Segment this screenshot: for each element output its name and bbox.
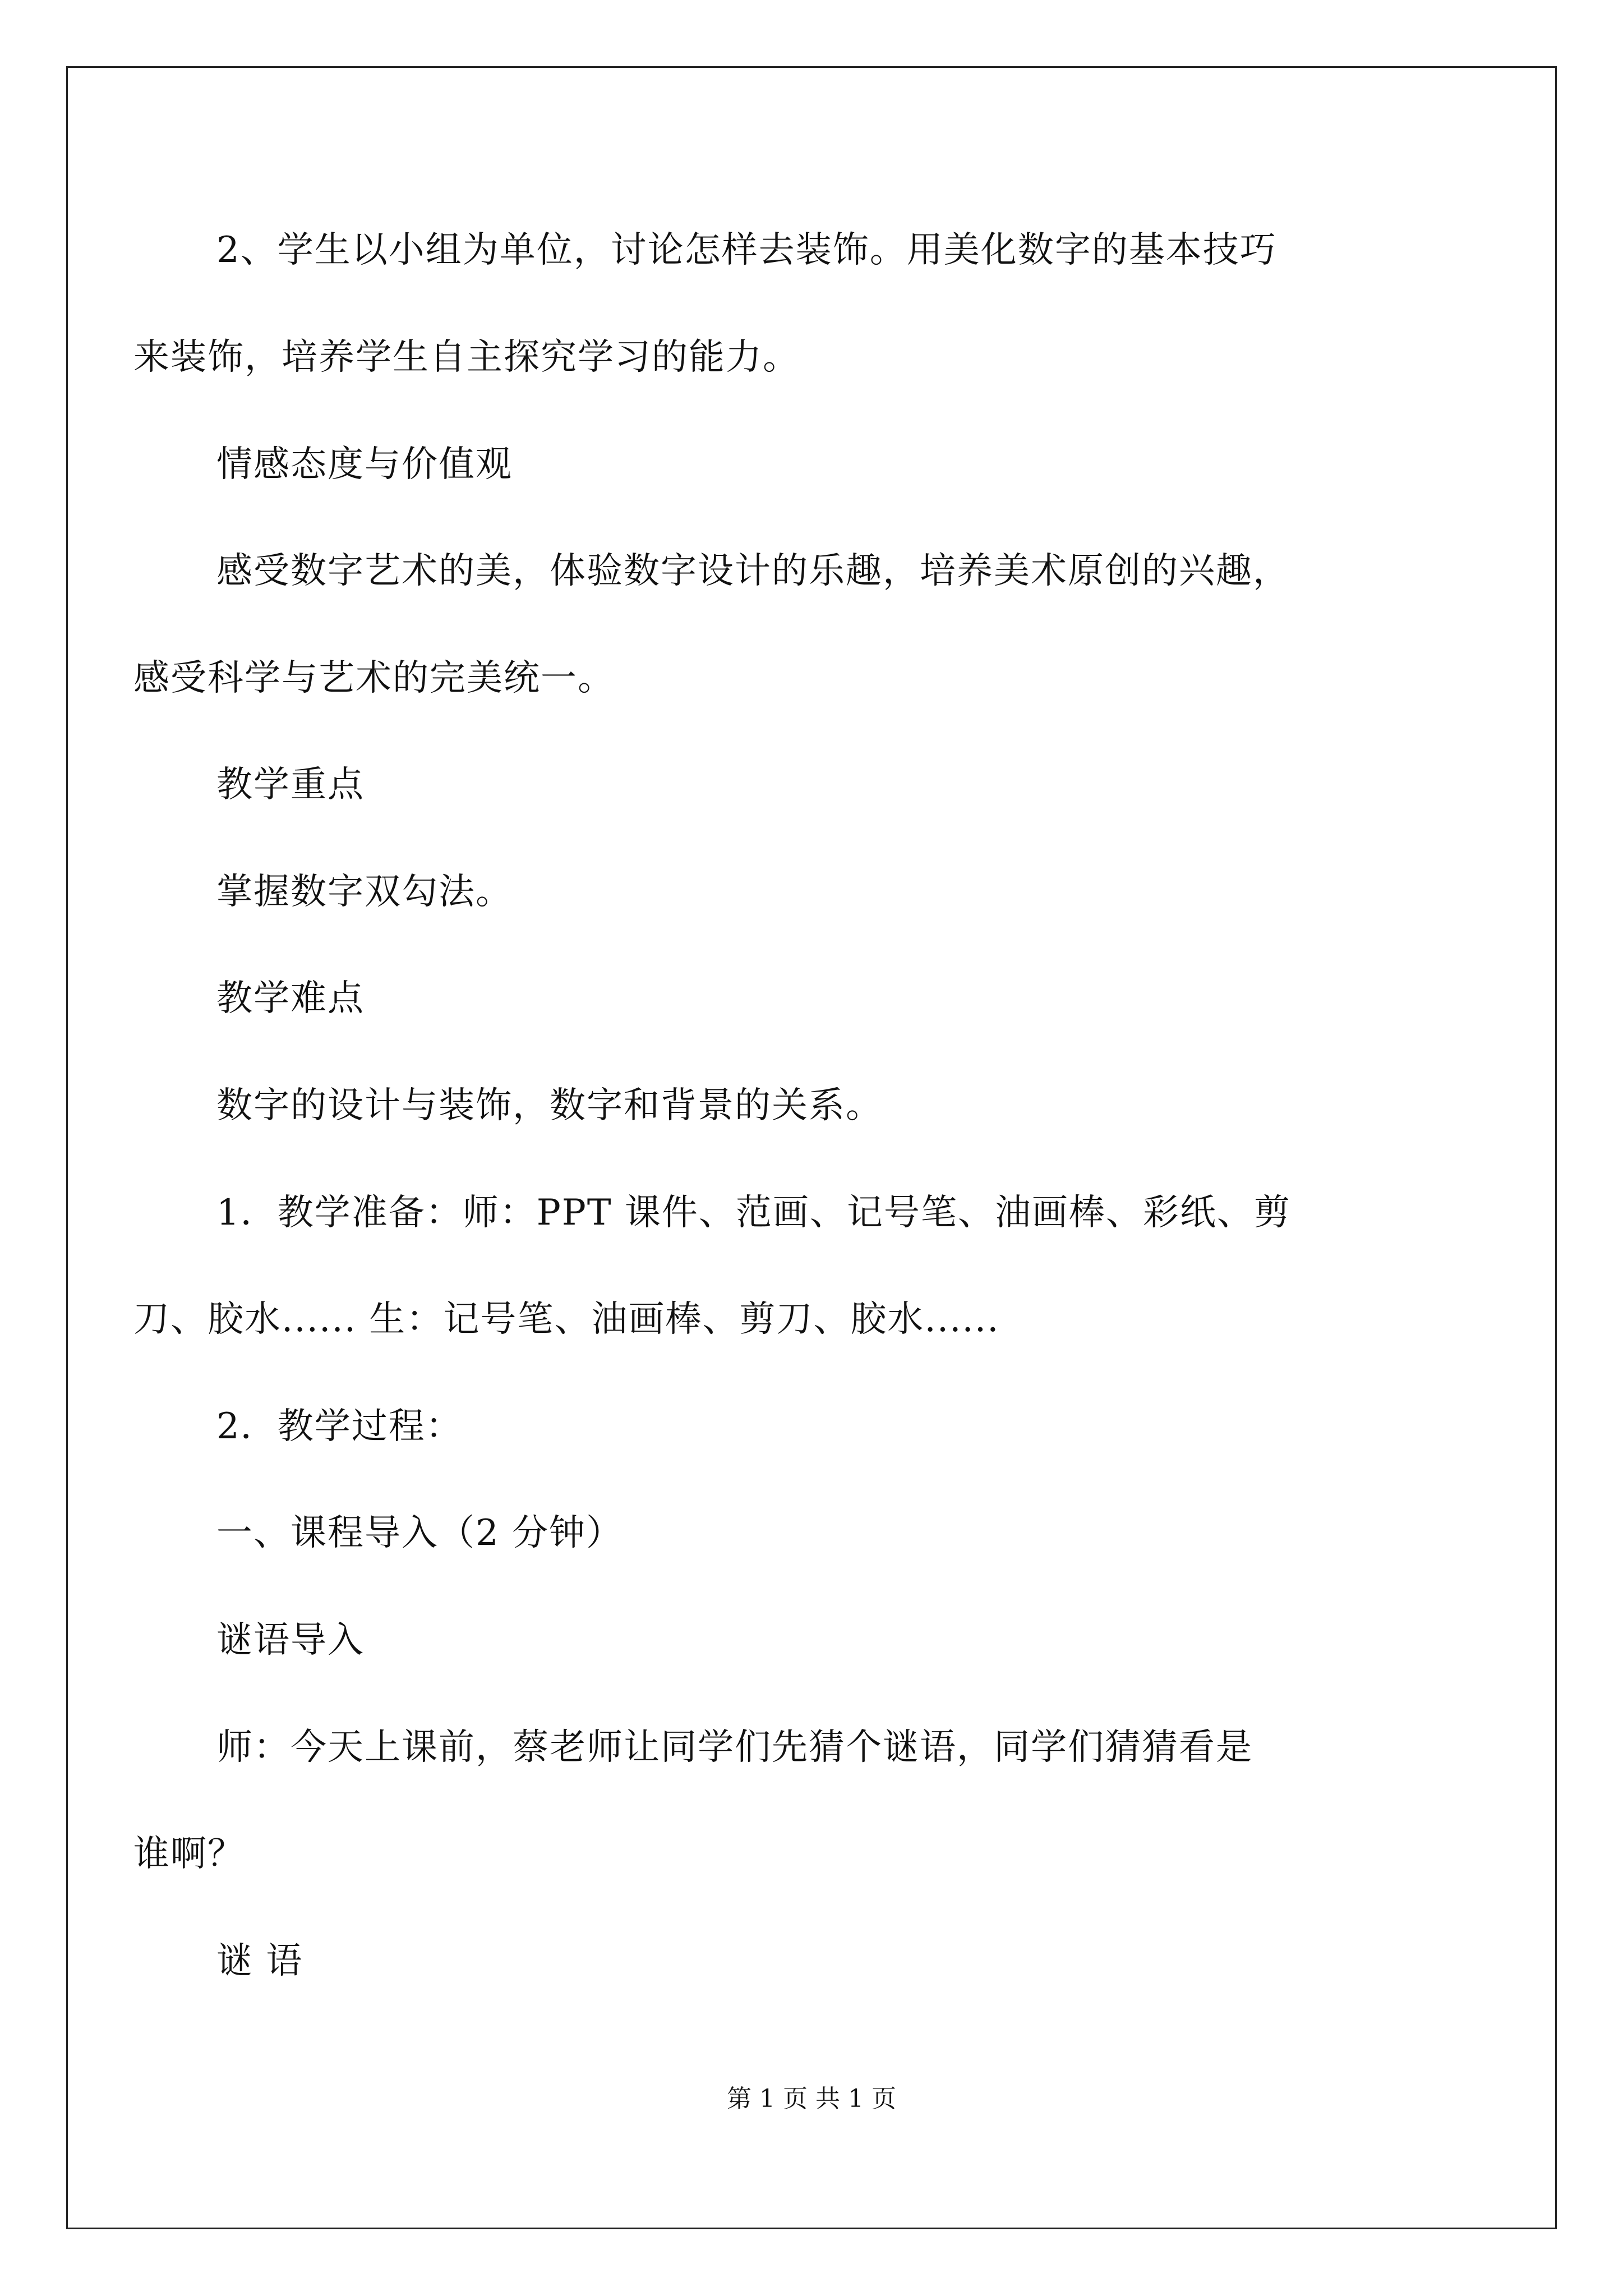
paragraph-line: 感受科学与艺术的完美统一。 xyxy=(133,657,615,699)
paragraph-line: 2．教学过程： xyxy=(216,1406,463,1447)
section-heading: 一、课程导入（2 分钟） xyxy=(216,1512,624,1554)
paragraph-line: 2、学生以小组为单位，讨论怎样去装饰。用美化数字的基本技巧 xyxy=(216,229,1277,271)
page-number-footer: 第 1 页 共 1 页 xyxy=(727,2085,896,2113)
paragraph-line: 感受数字艺术的美，体验数字设计的乐趣，培养美术原创的兴趣， xyxy=(216,550,1290,592)
paragraph-line: 谜 语 xyxy=(216,1940,303,1982)
paragraph-line: 1．教学准备：师：PPT 课件、范画、记号笔、油画棒、彩纸、剪 xyxy=(216,1192,1291,1234)
paragraph-line: 谜语导入 xyxy=(216,1619,365,1661)
page-border xyxy=(66,66,1557,2229)
section-heading: 教学难点 xyxy=(216,978,365,1019)
paragraph-line: 师：今天上课前，蔡老师让同学们先猜个谜语，同学们猜猜看是 xyxy=(216,1727,1253,1768)
paragraph-line: 掌握数字双勾法。 xyxy=(216,871,513,913)
paragraph-line: 数字的设计与装饰，数字和背景的关系。 xyxy=(216,1085,883,1126)
paragraph-line: 刀、胶水...... 生：记号笔、油画棒、剪刀、胶水...... xyxy=(133,1299,1000,1340)
paragraph-line: 来装饰，培养学生自主探究学习的能力。 xyxy=(133,337,800,378)
section-heading: 情感态度与价值观 xyxy=(216,444,513,485)
paragraph-line: 谁啊？ xyxy=(133,1833,245,1875)
section-heading: 教学重点 xyxy=(216,764,365,806)
